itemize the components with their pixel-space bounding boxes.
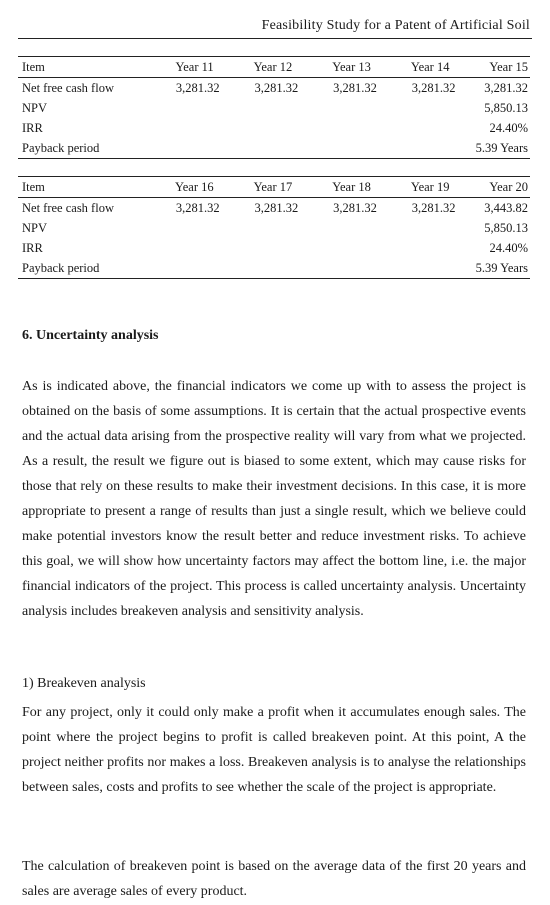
body-paragraph: The calculation of breakeven point is based on the average data of the first 20 years and sales are average sales of every product.: [22, 859, 526, 899]
table-row: [18, 78, 530, 99]
section-heading: 6. Uncertainty analysis: [22, 328, 159, 343]
table-cell: [389, 138, 468, 159]
table-cell: 3,281.32: [333, 201, 377, 215]
row-label: NPV: [22, 221, 48, 235]
row-label: Net free cash flow: [22, 81, 114, 95]
table-cell: [153, 218, 232, 238]
column-header: Year 18: [332, 180, 371, 194]
column-header: Year 17: [253, 180, 293, 194]
column-header: Year 19: [410, 180, 450, 194]
table-row: [18, 118, 530, 138]
column-header: Year 16: [174, 180, 214, 194]
row-label: Payback period: [22, 261, 100, 275]
table-cell: [232, 118, 311, 138]
table-cell: [232, 138, 311, 159]
table-cell: [310, 98, 389, 118]
table-cell: 3,281.32: [175, 201, 220, 215]
table-cell: [310, 138, 389, 159]
body-paragraph: For any project, only it could only make a profit when it accumulates enough sales. The point where the project begins to profit is called breakeven point. At this point, A the project neither profits nor makes a loss. Breakeven analysis is to analyse the relationships between sales, costs and profits to see whether the scale of the project is appropriate.: [22, 705, 526, 795]
table-row: [18, 98, 530, 118]
table-cell: [310, 238, 389, 258]
column-header: Year 14: [410, 60, 450, 74]
table-cell: 5,850.13: [484, 221, 528, 235]
table-cell: [389, 98, 468, 118]
table-row: [18, 258, 530, 279]
table-cell: 24.40%: [489, 121, 528, 135]
row-label: NPV: [22, 101, 48, 115]
table-row: [18, 238, 530, 258]
table-cell: [232, 258, 311, 279]
table-cell: 3,281.32: [175, 81, 220, 95]
body-paragraph: As is indicated above, the financial indicators we come up with to assess the project is obtained on the basis of some assumptions. It is certain that the actual prospective events and the actual data arising from the prospective reality will vary from what we projected. As a result, the result we figure out is biased to some extent, which may cause risks for those that rely on these results to make their investment decisions. In this case, it is more appropriate to present a range of results than just a single result, which we believe could make potential investors know the result better and reduce investment risks. To achieve this goal, we will show how uncertainty factors may affect the bottom line, i.e. the major financial indicators of the project. This process is called uncertainty analysis. Uncertainty analysis includes breakeven analysis and sensitivity analysis.: [22, 379, 526, 619]
column-header: Year 20: [489, 180, 528, 194]
table-cell: 3,281.32: [254, 81, 299, 95]
column-header: Item: [22, 60, 45, 74]
table-row: [18, 218, 530, 238]
table-cell: 5.39 Years: [475, 261, 528, 275]
table-header-row: [18, 57, 530, 78]
table-cell: [389, 258, 468, 279]
column-header: Item: [22, 180, 45, 194]
cash-flow-table-years-11-15: [18, 56, 530, 159]
table-cell: 5.39 Years: [475, 141, 528, 155]
table-cell: [232, 238, 311, 258]
table-cell: 3,281.32: [484, 81, 528, 95]
table-cell: [389, 218, 468, 238]
table-cell: 3,281.32: [411, 81, 456, 95]
table-cell: [232, 218, 311, 238]
table-cell: [310, 258, 389, 279]
row-label: Net free cash flow: [22, 201, 114, 215]
table-row: [18, 138, 530, 159]
running-header: Feasibility Study for a Patent of Artificial Soil: [261, 18, 530, 33]
table-cell: [153, 98, 232, 118]
table-cell: 24.40%: [489, 241, 528, 255]
table-cell: [389, 118, 468, 138]
row-label: IRR: [22, 121, 43, 135]
table-row: [18, 198, 530, 219]
column-header: Year 15: [489, 60, 528, 74]
table-cell: 3,281.32: [254, 201, 299, 215]
table-cell: [153, 118, 232, 138]
subsection-heading: 1) Breakeven analysis: [22, 676, 146, 691]
column-header: Year 11: [175, 60, 214, 74]
header-rule: [18, 38, 532, 39]
table-cell: [310, 218, 389, 238]
column-header: Year 13: [332, 60, 371, 74]
table-cell: 5,850.13: [484, 101, 528, 115]
table-cell: [153, 258, 232, 279]
table-cell: [232, 98, 311, 118]
column-header: Year 12: [253, 60, 293, 74]
table-header-row: [18, 177, 530, 198]
table-cell: 3,443.82: [484, 201, 528, 215]
table-cell: 3,281.32: [333, 81, 377, 95]
table-cell: [310, 118, 389, 138]
row-label: Payback period: [22, 141, 100, 155]
table-cell: [153, 238, 232, 258]
row-label: IRR: [22, 241, 43, 255]
table-cell: [153, 138, 232, 159]
table-cell: 3,281.32: [411, 201, 456, 215]
cash-flow-table-years-16-20: [18, 176, 530, 279]
table-cell: [389, 238, 468, 258]
